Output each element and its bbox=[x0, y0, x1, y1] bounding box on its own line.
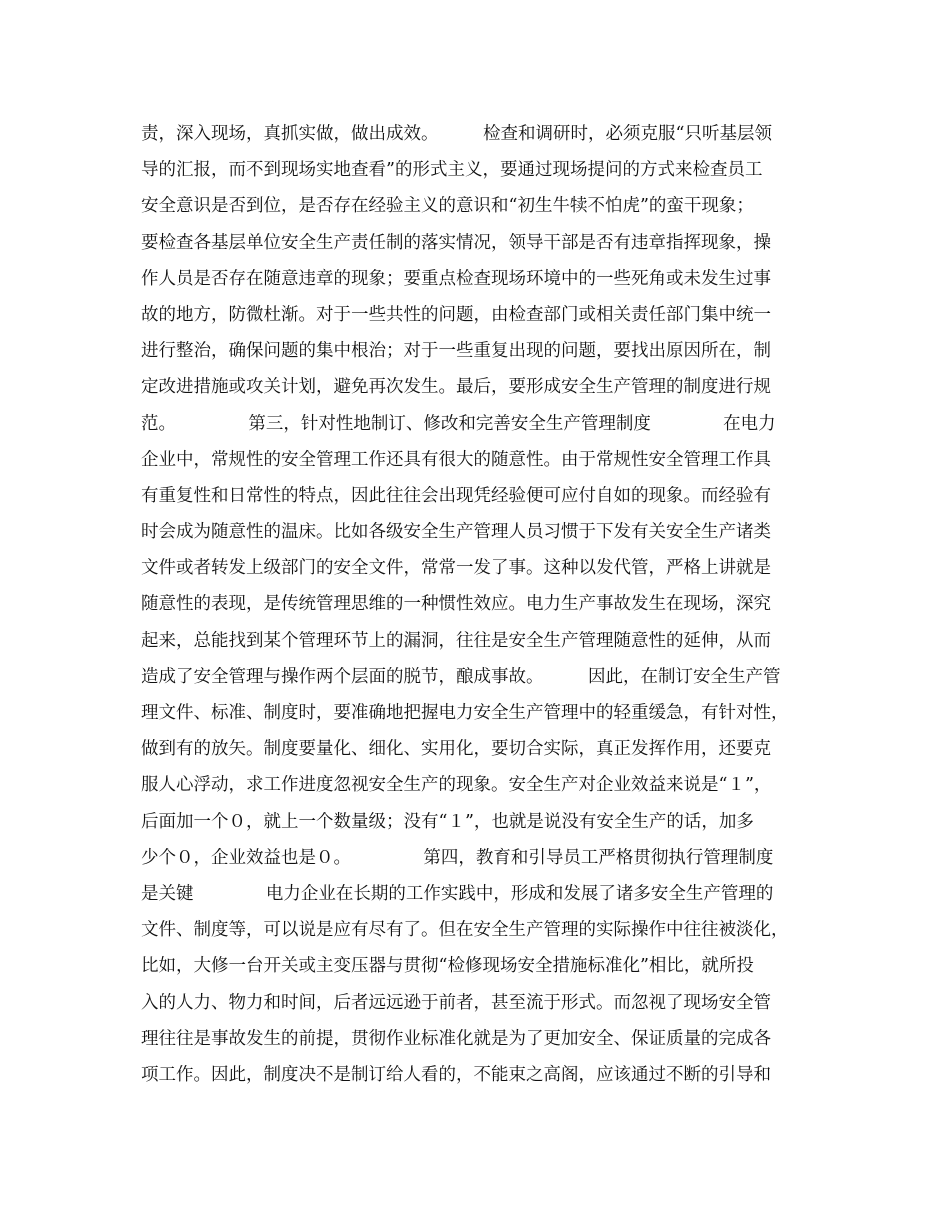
text-line: 文件或者转发上级部门的安全文件，常常一发了事。这种以发代管，严格上讲就是 bbox=[141, 558, 771, 579]
text-line: 比如，大修一台开关或主变压器与贯彻“检修现场安全措施标准化”相比，就所投 bbox=[141, 956, 754, 977]
text-line: 故的地方，防微杜渐。对于一些共性的问题，由检查部门或相关责任部门集中统一 bbox=[141, 304, 771, 325]
text-line: 安全意识是否到位，是否存在经验主义的意识和“初生牛犊不怕虎”的蛮干现象； bbox=[141, 196, 754, 217]
text-line: 随意性的表现，是传统管理思维的一种惯性效应。电力生产事故发生在现场，深究 bbox=[141, 594, 771, 615]
text-line: 理往往是事故发生的前提，贯彻作业标准化就是为了更加安全、保证质量的完成各 bbox=[141, 1028, 771, 1049]
text-line: 要检查各基层单位安全生产责任制的落实情况，领导干部是否有违章指挥现象，操 bbox=[141, 232, 771, 253]
text-line: 文件、制度等，可以说是应有尽有了。但在安全生产管理的实际操作中往往被淡化， bbox=[141, 920, 789, 941]
text-line: 导的汇报，而不到现场实地查看”的形式主义，要通过现场提问的方式来检查员工 bbox=[141, 160, 763, 181]
text-line: 范。 第三，针对性地制订、修改和完善安全生产管理制度 在电力 bbox=[141, 413, 776, 434]
text-line: 有重复性和日常性的特点，因此往往会出现凭经验便可应付自如的现象。而经验有 bbox=[141, 485, 771, 506]
text-line: 是关键 电力企业在长期的工作实践中，形成和发展了诸多安全生产管理的 bbox=[141, 883, 774, 904]
text-line: 做到有的放矢。制度要量化、细化、实用化，要切合实际，真正发挥作用，还要克 bbox=[141, 739, 771, 760]
text-line: 起来，总能找到某个管理环节上的漏洞，往往是安全生产管理随意性的延伸，从而 bbox=[141, 630, 771, 651]
text-line: 定改进措施或攻关计划，避免再次发生。最后，要形成安全生产管理的制度进行规 bbox=[141, 377, 771, 398]
text-line: 造成了安全管理与操作两个层面的脱节，酿成事故。 因此，在制订安全生产管 bbox=[141, 666, 781, 687]
text-line: 项工作。因此，制度决不是制订给人看的，不能束之高阁，应该通过不断的引导和 bbox=[141, 1064, 771, 1085]
text-line: 时会成为随意性的温床。比如各级安全生产管理人员习惯于下发有关安全生产诸类 bbox=[141, 522, 771, 543]
text-line: 少个０，企业效益也是０。 第四，教育和引导员工严格贯彻执行管理制度 bbox=[141, 847, 774, 868]
text-line: 入的人力、物力和时间，后者远远逊于前者，甚至流于形式。而忽视了现场安全管 bbox=[141, 992, 771, 1013]
text-line: 理文件、标准、制度时，要准确地把握电力安全生产管理中的轻重缓急，有针对性， bbox=[141, 703, 789, 723]
body-text bbox=[141, 116, 817, 1093]
text-line: 企业中，常规性的安全管理工作还具有很大的随意性。由于常规性安全管理工作具 bbox=[141, 449, 771, 470]
text-line: 服人心浮动，求工作进度忽视安全生产的现象。安全生产对企业效益来说是“１”， bbox=[141, 775, 772, 796]
text-line: 作人员是否存在随意违章的现象；要重点检查现场环境中的一些死角或未发生过事 bbox=[141, 268, 771, 289]
text-line: 责，深入现场，真抓实做，做出成效。 检查和调研时，必须克服“只听基层领 bbox=[141, 124, 772, 144]
text-line: 进行整治，确保问题的集中根治；对于一些重复出现的问题，要找出原因所在，制 bbox=[141, 341, 771, 362]
text-line: 后面加一个０，就上一个数量级；没有“１”，也就是说没有安全生产的话，加多 bbox=[141, 811, 754, 832]
